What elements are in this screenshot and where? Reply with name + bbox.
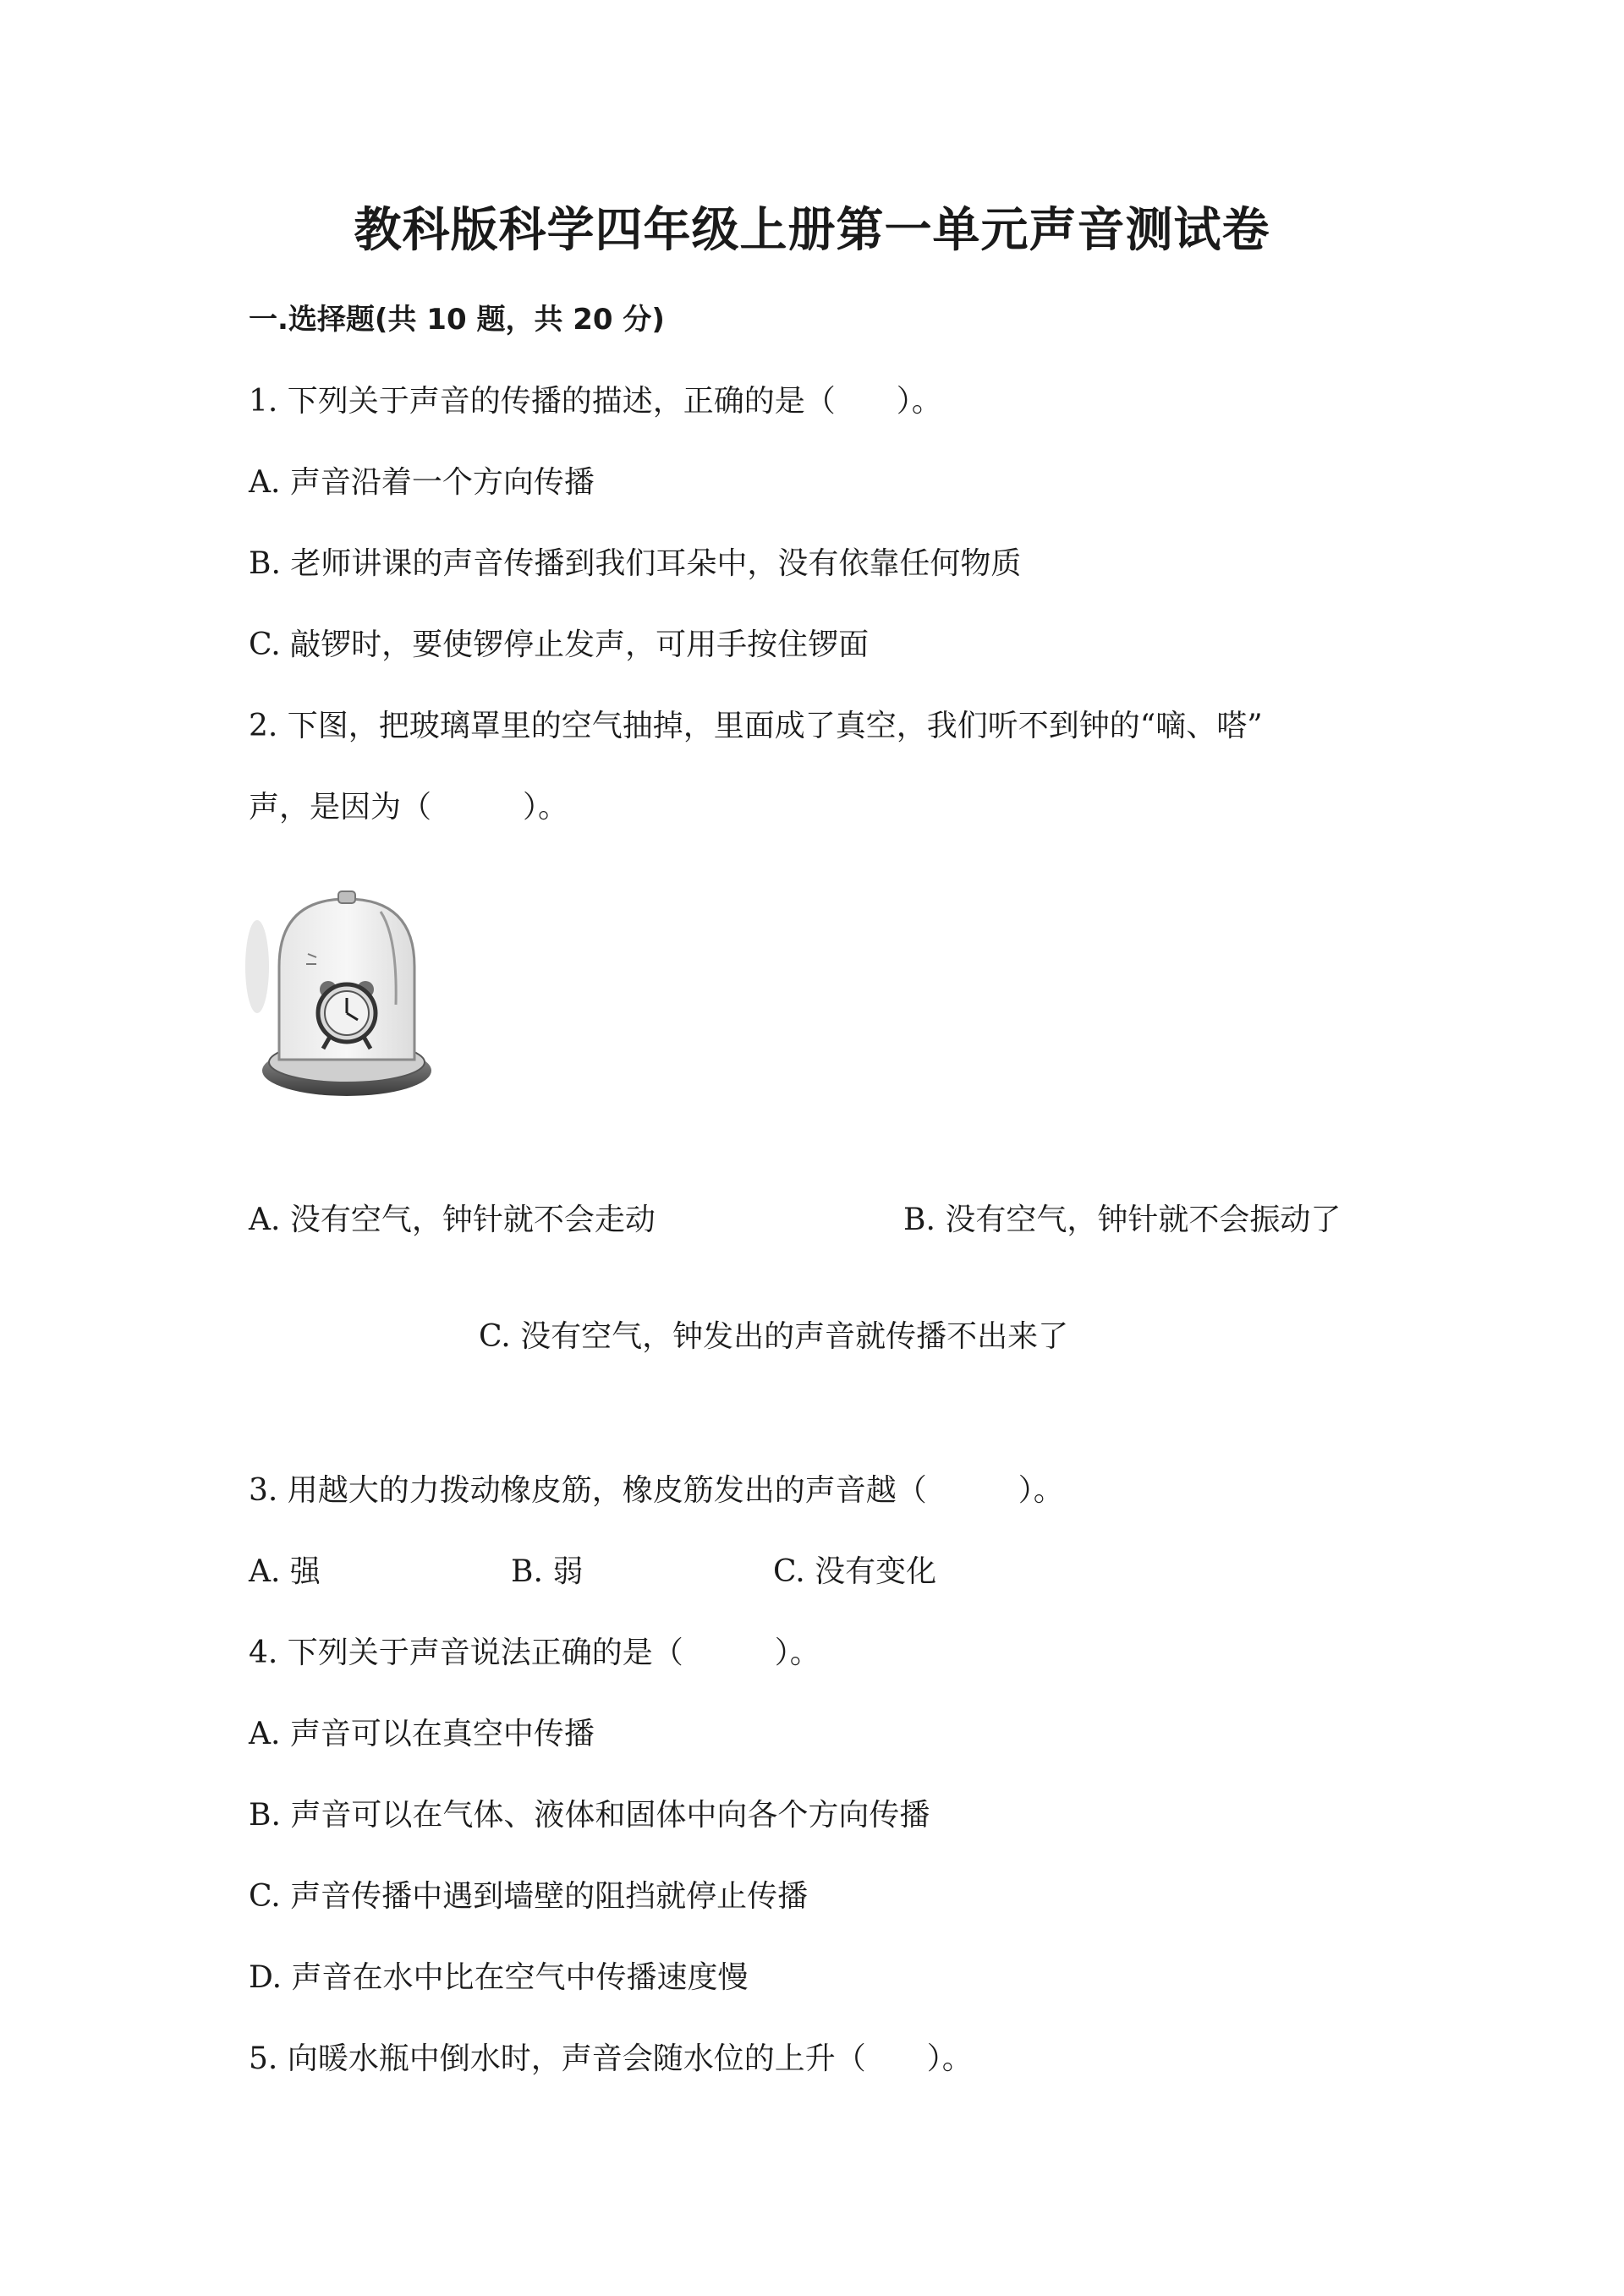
question-3-option-b[interactable]: B. 弱 bbox=[511, 1554, 584, 1589]
question-1-stem: 1. 下列关于声音的传播的描述，正确的是（ ）。 bbox=[249, 384, 942, 419]
bell-jar-alarm-clock-figure bbox=[245, 886, 448, 1106]
section-heading: 一.选择题(共 10 题，共 20 分) bbox=[249, 303, 665, 337]
question-5-stem: 5. 向暖水瓶中倒水时，声音会随水位的上升（ ）。 bbox=[249, 2041, 973, 2076]
question-3-option-a[interactable]: A. 强 bbox=[249, 1554, 321, 1589]
question-4-option-b[interactable]: B. 声音可以在气体、液体和固体中向各个方向传播 bbox=[249, 1798, 930, 1833]
question-1-option-c[interactable]: C. 敲锣时，要使锣停止发声，可用手按住锣面 bbox=[249, 627, 870, 662]
question-1-option-a[interactable]: A. 声音沿着一个方向传播 bbox=[249, 465, 595, 500]
page-title: 教科版科学四年级上册第一单元声音测试卷 bbox=[354, 203, 1270, 258]
question-3-stem: 3. 用越大的力拨动橡皮筋，橡皮筋发出的声音越（ ）。 bbox=[249, 1473, 1064, 1508]
question-4-option-c[interactable]: C. 声音传播中遇到墙壁的阻挡就停止传播 bbox=[249, 1879, 809, 1914]
question-2-option-a[interactable]: A. 没有空气，钟针就不会走动 bbox=[249, 1203, 656, 1237]
question-2-stem-line-1: 2. 下图，把玻璃罩里的空气抽掉，里面成了真空，我们听不到钟的“嘀、嗒” bbox=[249, 709, 1263, 743]
question-2-option-c[interactable]: C. 没有空气，钟发出的声音就传播不出来了 bbox=[479, 1319, 1069, 1354]
question-2-stem-line-2: 声，是因为（ ）。 bbox=[249, 790, 569, 825]
question-4-option-a[interactable]: A. 声音可以在真空中传播 bbox=[249, 1717, 595, 1751]
question-4-option-d[interactable]: D. 声音在水中比在空气中传播速度慢 bbox=[249, 1960, 749, 1995]
question-1-option-b[interactable]: B. 老师讲课的声音传播到我们耳朵中，没有依靠任何物质 bbox=[249, 546, 1022, 581]
question-3-option-c[interactable]: C. 没有变化 bbox=[773, 1554, 937, 1589]
question-4-stem: 4. 下列关于声音说法正确的是（ ）。 bbox=[249, 1636, 820, 1670]
question-2-option-b[interactable]: B. 没有空气，钟针就不会振动了 bbox=[903, 1203, 1341, 1237]
